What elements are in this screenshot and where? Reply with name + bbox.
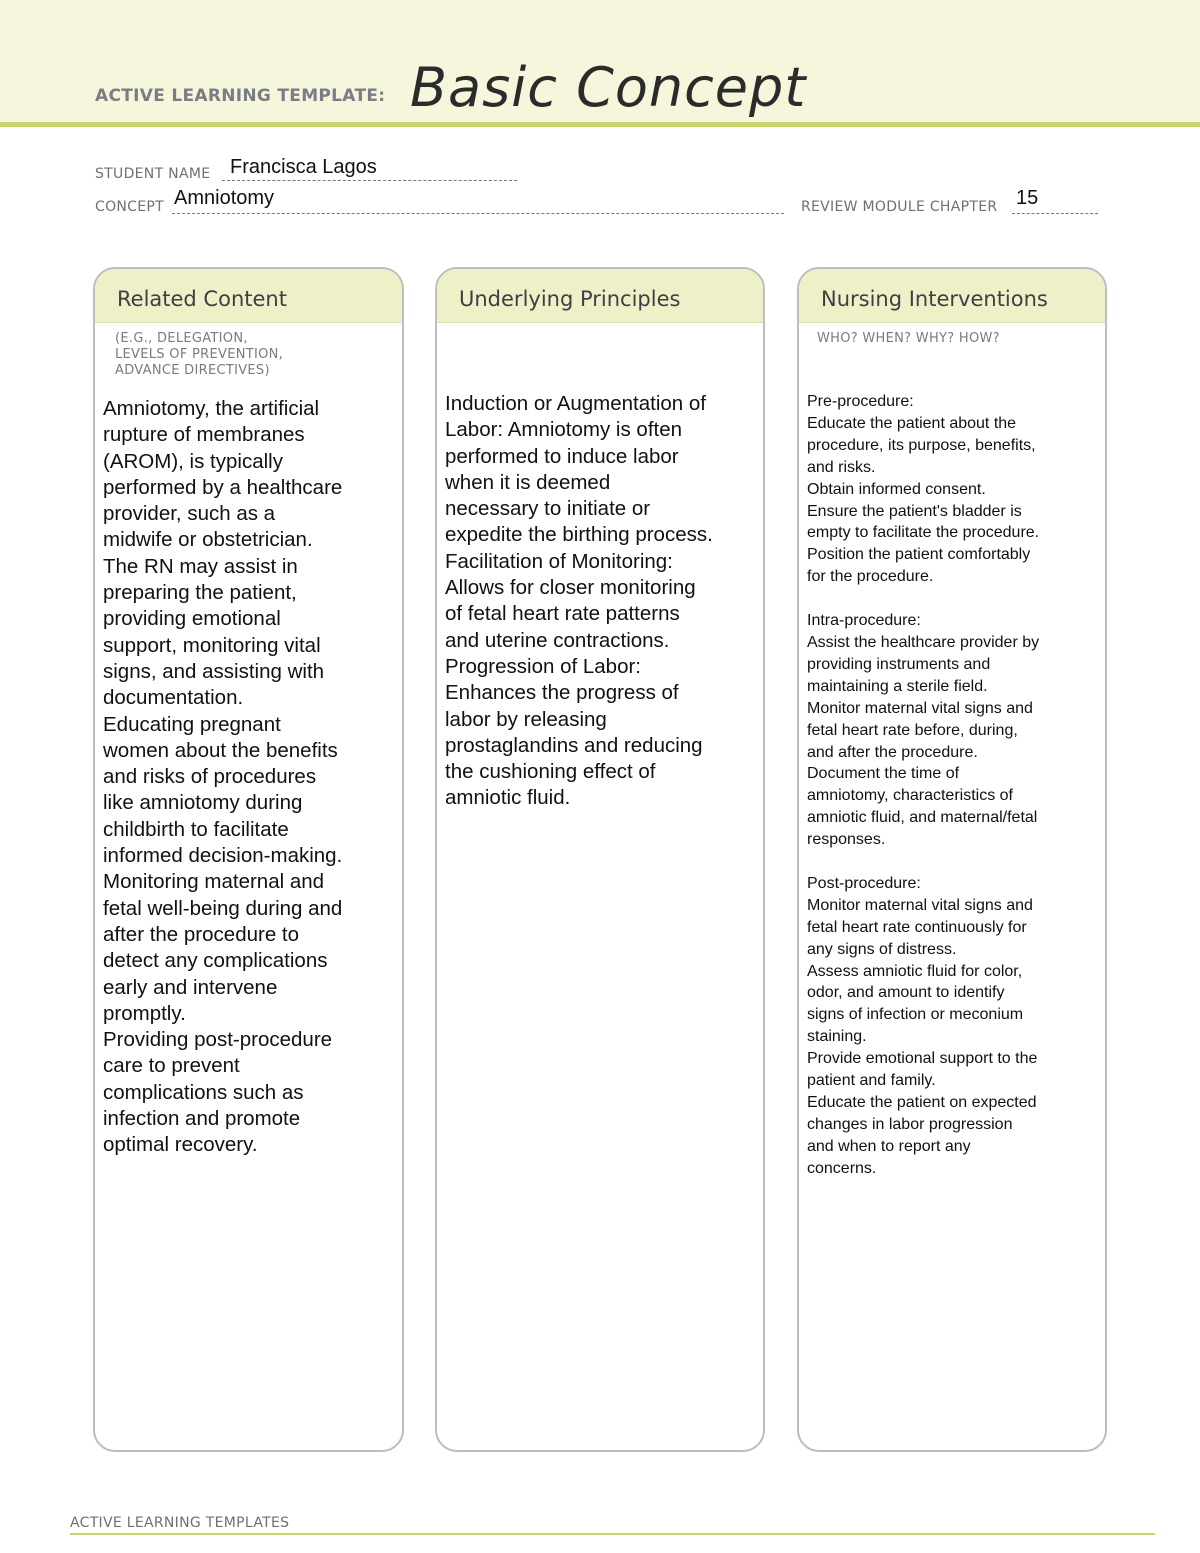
footer-rule [70,1533,1155,1535]
student-name-line [222,180,517,181]
template-label: ACTIVE LEARNING TEMPLATE: [95,86,386,106]
page-title: Basic Concept [410,56,807,119]
related-content-title: Related Content [95,269,402,323]
concept-field[interactable]: Amniotomy [174,187,275,209]
review-module-field[interactable]: 15 [1016,187,1039,209]
nursing-interventions-title: Nursing Interventions [799,269,1105,323]
nursing-interventions-panel [797,267,1107,1452]
student-name-field[interactable]: Francisca Lagos [230,156,377,178]
nursing-interventions-text[interactable]: Pre-procedure: Educate the patient about the procedure, its purpose, benefits, and risks. Obtain informed consent. Ensure the patient's bladder is empty to facilitate the procedure. Position the patient comfortably for the procedure. Intra-procedure: Assist the healthcare provider by providing instruments and maintaining a sterile field. Monitor maternal vital signs and fetal heart rate before, during, and after the procedure. Document the time of amniotomy, characteristics of amniotic fluid, and maternal/fetal responses. Post-procedure: Monitor maternal vital signs and fetal heart rate continuously for any signs of distress. Assess amniotic fluid for color, odor, and amount to identify signs of infection or meconium staining. Provide emotional support to the patient and family. Educate the patient on expected changes in labor progression and when to report any concerns. [807,393,1040,1177]
review-module-label: REVIEW MODULE CHAPTER [801,199,998,215]
footer-label: ACTIVE LEARNING TEMPLATES [70,1515,290,1531]
review-module-line [1012,213,1098,214]
concept-label: CONCEPT [95,199,164,215]
header-rule [0,122,1200,127]
underlying-principles-text[interactable]: Induction or Augmentation of Labor: Amniotomy is often performed to induce labor when it is deemed necessary to initiate or expedite the birthing process. Facilitation of Monitoring: Allows for closer monitoring of fetal heart rate patterns and uterine contractions. Progression of Labor: Enhances the progress of labor by releasing prostaglandins and reducing the cushioning effect of amniotic fluid. [445,392,713,810]
related-content-panel [93,267,404,1452]
underlying-principles-title: Underlying Principles [437,269,763,323]
student-name-label: STUDENT NAME [95,166,211,182]
concept-line [172,213,784,214]
nursing-interventions-hint: WHO? WHEN? WHY? HOW? [817,331,1000,346]
underlying-principles-panel [435,267,765,1452]
related-content-text[interactable]: Amniotomy, the artificial rupture of membranes (AROM), is typically performed by a healthcare provider, such as a midwife or obstetrician. The RN may assist in preparing the patient, providing emotional support, monitoring vital signs, and assisting with documentation. Educating pregnant women about the benefits and risks of procedures like amniotomy during childbirth to facilitate informed decision-making. Monitoring maternal and fetal well-being during and after the procedure to detect any complications early and intervene promptly. Providing post-procedure care to prevent complications such as infection and promote optimal recovery. [103,397,343,1157]
related-content-hint: (E.G., DELEGATION, LEVELS OF PREVENTION, ADVANCE DIRECTIVES) [115,331,284,378]
